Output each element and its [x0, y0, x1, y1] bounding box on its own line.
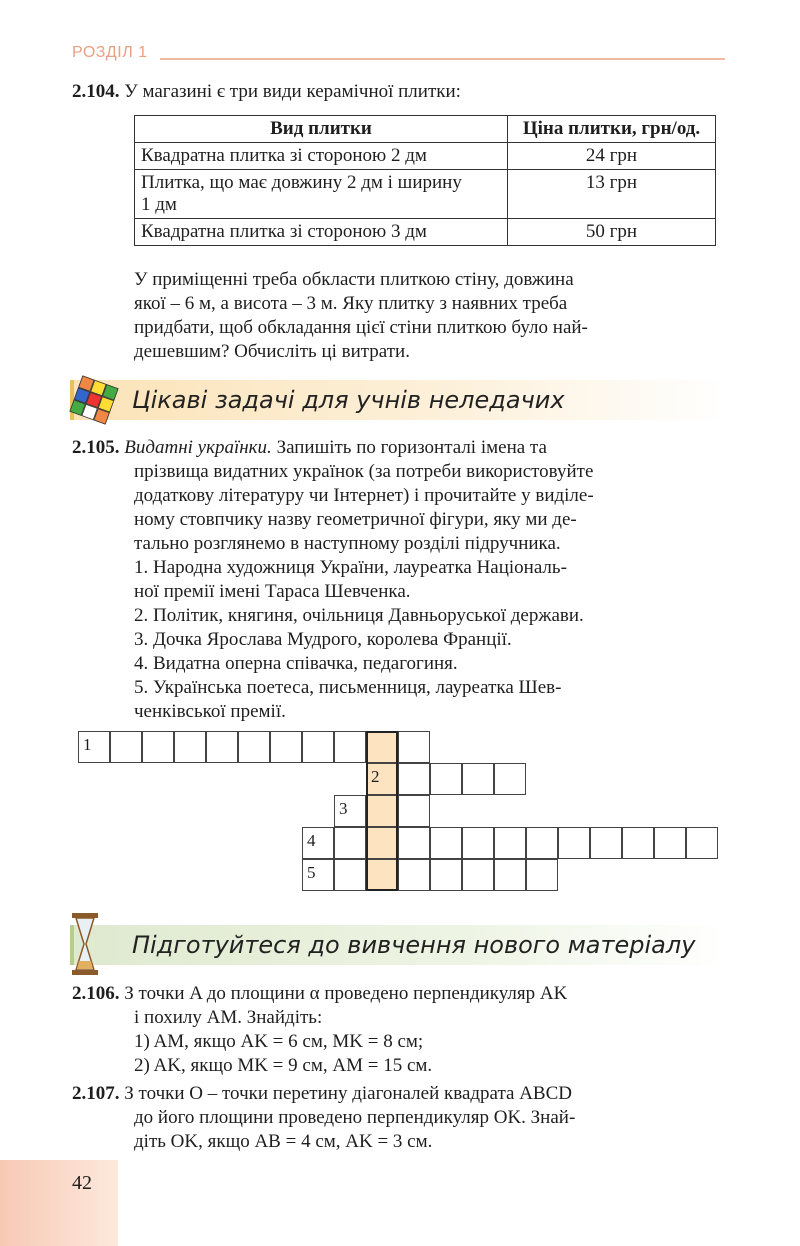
table-row: [135, 219, 716, 246]
problem-title: Видатні українки.: [124, 437, 272, 458]
problem-number: 2.107.: [72, 1083, 120, 1104]
page-corner-decoration: [0, 1160, 118, 1246]
crossword-cell: [142, 731, 174, 763]
crossword-cell: [334, 827, 366, 859]
crossword-cell: [398, 827, 430, 859]
crossword-cell: [430, 827, 462, 859]
problem-2-107: [72, 1082, 727, 1154]
crossword-cell: [366, 859, 398, 891]
text-line: 1) AM, якщо AK = 6 см, MK = 8 см;: [134, 1031, 424, 1052]
crossword-cell: [206, 731, 238, 763]
problem-2-104-body: [72, 268, 727, 364]
problem-2-104-intro: [72, 80, 727, 104]
crossword-cell: [366, 827, 398, 859]
table-cell: Квадратна плитка зі стороною 3 дм: [135, 219, 508, 246]
problem-2-105: [72, 436, 727, 724]
crossword-cell: [334, 731, 366, 763]
crossword-numbered-cell: 3: [334, 795, 366, 827]
text-line: дешевшим? Обчисліть ці витрати.: [134, 341, 410, 362]
text-line: [72, 436, 727, 460]
crossword-cell: [398, 763, 430, 795]
crossword-cell: [174, 731, 206, 763]
text-line: діть OK, якщо AB = 4 см, AK = 3 см.: [134, 1131, 433, 1152]
crossword-cell: [270, 731, 302, 763]
crossword-cell: [430, 763, 462, 795]
problem-text: З точки O – точки перетину діагоналей квадрата ABCD: [124, 1083, 572, 1104]
crossword-cell: [622, 827, 654, 859]
table-cell: 24 грн: [508, 143, 716, 170]
section-banner-prepare: [70, 925, 725, 965]
crossword-cell: [366, 795, 398, 827]
crossword-cell: [334, 859, 366, 891]
clue-item: 3. Дочка Ярослава Мудрого, королева Франції.: [134, 629, 512, 650]
clue-item: 1. Народна художниця України, лауреатка Національ-: [134, 557, 567, 578]
text-line: [72, 982, 727, 1006]
problem-number: 2.105.: [72, 437, 120, 458]
crossword-numbered-cell: 2: [366, 763, 398, 795]
clue-item: ченківської премії.: [134, 701, 286, 722]
table-header: Ціна плитки, грн/од.: [508, 116, 716, 143]
problem-text: З точки A до площини α проведено перпендикуляр AK: [124, 983, 568, 1004]
crossword-cell: [494, 763, 526, 795]
crossword-cell: [462, 859, 494, 891]
crossword-cell: [398, 731, 430, 763]
crossword-cell: [494, 859, 526, 891]
text-line: 2) AK, якщо MK = 9 см, AM = 15 см.: [134, 1055, 433, 1076]
table-row: [135, 143, 716, 170]
rubiks-cube-icon: [69, 375, 118, 424]
crossword-cell: [526, 827, 558, 859]
crossword-cell: [654, 827, 686, 859]
crossword-cell: [462, 827, 494, 859]
problem-text: Запишіть по горизонталі імена та: [276, 437, 547, 458]
crossword-cell: [110, 731, 142, 763]
section-banner-interesting: [70, 380, 725, 420]
problem-number: 2.106.: [72, 983, 120, 1004]
crossword-cell: [686, 827, 718, 859]
text-line: [72, 1082, 727, 1106]
text-line: У приміщенні треба обкласти плиткою стіну, довжина: [134, 269, 574, 290]
problem-text: У магазині є три види керамічної плитки:: [124, 81, 461, 102]
crossword-numbered-cell: 1: [78, 731, 110, 763]
crossword-cell: [430, 859, 462, 891]
crossword-cell: [302, 731, 334, 763]
crossword-cell: [462, 763, 494, 795]
banner-title: Цікаві задачі для учнів неледачих: [132, 386, 565, 414]
clue-item: ної премії імені Тараса Шевченка.: [134, 581, 411, 602]
table-row: [135, 170, 716, 219]
text-line: прізвища видатних українок (за потреби використовуйте: [134, 461, 594, 482]
text-line: до його площини проведено перпендикуляр OK. Знай-: [134, 1107, 576, 1128]
problem-number: 2.104.: [72, 81, 120, 102]
clue-item: 2. Політик, княгиня, очільниця Давньоруської держави.: [134, 605, 584, 626]
clue-item: 5. Українська поетеса, письменниця, лауреатка Шев-: [134, 677, 562, 698]
crossword-cell: [366, 731, 398, 763]
crossword-numbered-cell: 4: [302, 827, 334, 859]
page-number: 42: [72, 1172, 92, 1194]
text-line: тально розглянемо в наступному розділі підручника.: [134, 533, 561, 554]
clue-item: 4. Видатна оперна співачка, педагогиня.: [134, 653, 458, 674]
table-header: Вид плитки: [135, 116, 508, 143]
crossword-cell: [238, 731, 270, 763]
banner-title: Підготуйтеся до вивчення нового матеріалу: [132, 931, 696, 959]
crossword-cell: [398, 795, 430, 827]
table-cell: 50 грн: [508, 219, 716, 246]
crossword-numbered-cell: 5: [302, 859, 334, 891]
hourglass-icon: [70, 911, 100, 977]
table-cell: Квадратна плитка зі стороною 2 дм: [135, 143, 508, 170]
table-cell: Плитка, що має довжину 2 дм і ширину 1 дм: [135, 170, 508, 219]
problem-2-106: [72, 982, 727, 1078]
crossword-cell: [558, 827, 590, 859]
text-line: [72, 80, 727, 104]
crossword-cell: [494, 827, 526, 859]
table-cell: 13 грн: [508, 170, 716, 219]
crossword-cell: [590, 827, 622, 859]
crossword-cell: [526, 859, 558, 891]
text-line: і похилу AM. Знайдіть:: [134, 1007, 323, 1028]
text-line: додаткову літературу чи Інтернет) і прочитайте у виділе-: [134, 485, 594, 506]
text-line: ному стовпчику назву геометричної фігури, яку ми де-: [134, 509, 577, 530]
section-header: РОЗДІЛ 1: [72, 44, 148, 61]
text-line: придбати, щоб обкладання цієї стіни плиткою було най-: [134, 317, 588, 338]
text-line: якої – 6 м, а висота – 3 м. Яку плитку з наявних треба: [134, 293, 568, 314]
tile-price-table: [134, 115, 716, 246]
header-divider: [160, 58, 725, 60]
crossword-cell: [398, 859, 430, 891]
